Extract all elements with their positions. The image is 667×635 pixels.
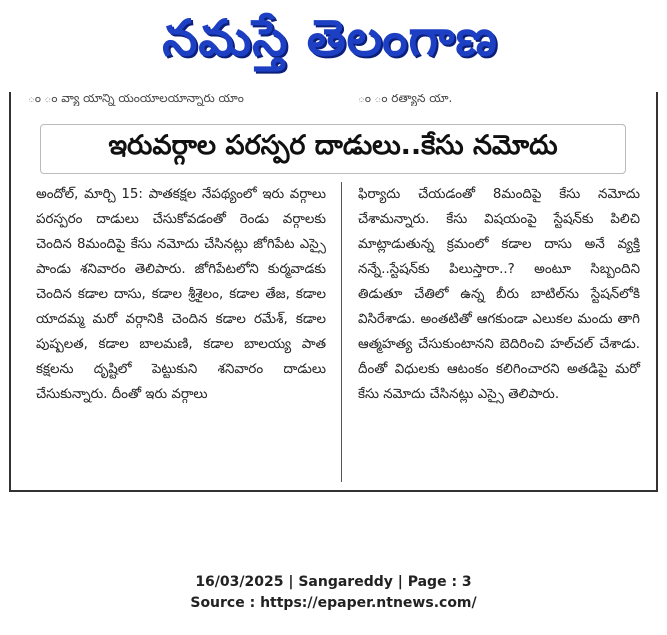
article-column-left: అందోల్, మార్చి 15: పాతకక్షల నేపథ్యంలో ఇరు వర్గాలు పరస్పరం దాడులు చేసుకోవడంతో రెండు వర్గాలకు చెందిన 8మందిపై కేసు నమోదు చేసినట్లు జోగిపేట ఎస్సై పాండు శనివారం తెలిపారు. జోగిపేటలోని కుర్మవాడకు చెందిన కడాల దాసు, కడాల శ్రీశైలం, కడాల తేజ, కడాల యాదమ్మ మరో వర్గానికి చెందిన కడాల రమేశ్, కడాల పుష్పలత, కడాల బాలమణి, కడాల బాలయ్య పాత కక్షలను దృష్టిలో పెట్టుకుని శనివారం దాడులు చేసుకున్నారు. దీంతో ఇరు వర్గాలు <box>36 187 326 402</box>
article-headline: ఇరువర్గాల పరస్పర దాడులు..కేసు నమోదు <box>108 130 558 161</box>
cut-text-right: ం ం రత్యాన యా. <box>358 94 453 105</box>
footer-date-line: 16/03/2025 | Sangareddy | Page : 3 <box>195 574 472 590</box>
column-divider <box>341 182 342 482</box>
cut-text-strip <box>28 94 638 106</box>
footer-source-line: Source : https://epaper.ntnews.com/ <box>190 595 477 611</box>
masthead-title: నమస్తే తెలంగాణ <box>162 8 498 67</box>
article-column-right: ఫిర్యాదు చేయడంతో 8మందిపై కేసు నమోదు చేశామన్నారు. కేసు విషయంపై స్టేషన్‌కు పిలిచి మాట్లాడుతున్న క్రమంలో కడాల దాసు అనే వ్యక్తి నన్నే..స్టేషన్‌కు పిలుస్తారా..? అంటూ సిబ్బందిని తిడుతూ చేతిలో ఉన్న బీరు బాటిల్‌ను స్టేషన్‌లోకి విసిరేశాడు. అంతటితో ఆగకుండా ఎలుకల మందు తాగి ఆత్మహత్య చేసుకుంటానని బెదిరించి హల్‌చల్ చేశాడు. దీంతో విధులకు ఆటంకం కలిగించారని అతడిపై మరో కేసు నమోదు చేసినట్లు ఎస్సై తెలిపారు. <box>358 187 640 402</box>
newspaper-masthead <box>130 8 530 80</box>
headline-box <box>40 124 626 174</box>
cut-text-left: ం ం వ్యా యాన్ని యంయాలయాన్నారు యాం <box>28 94 244 105</box>
